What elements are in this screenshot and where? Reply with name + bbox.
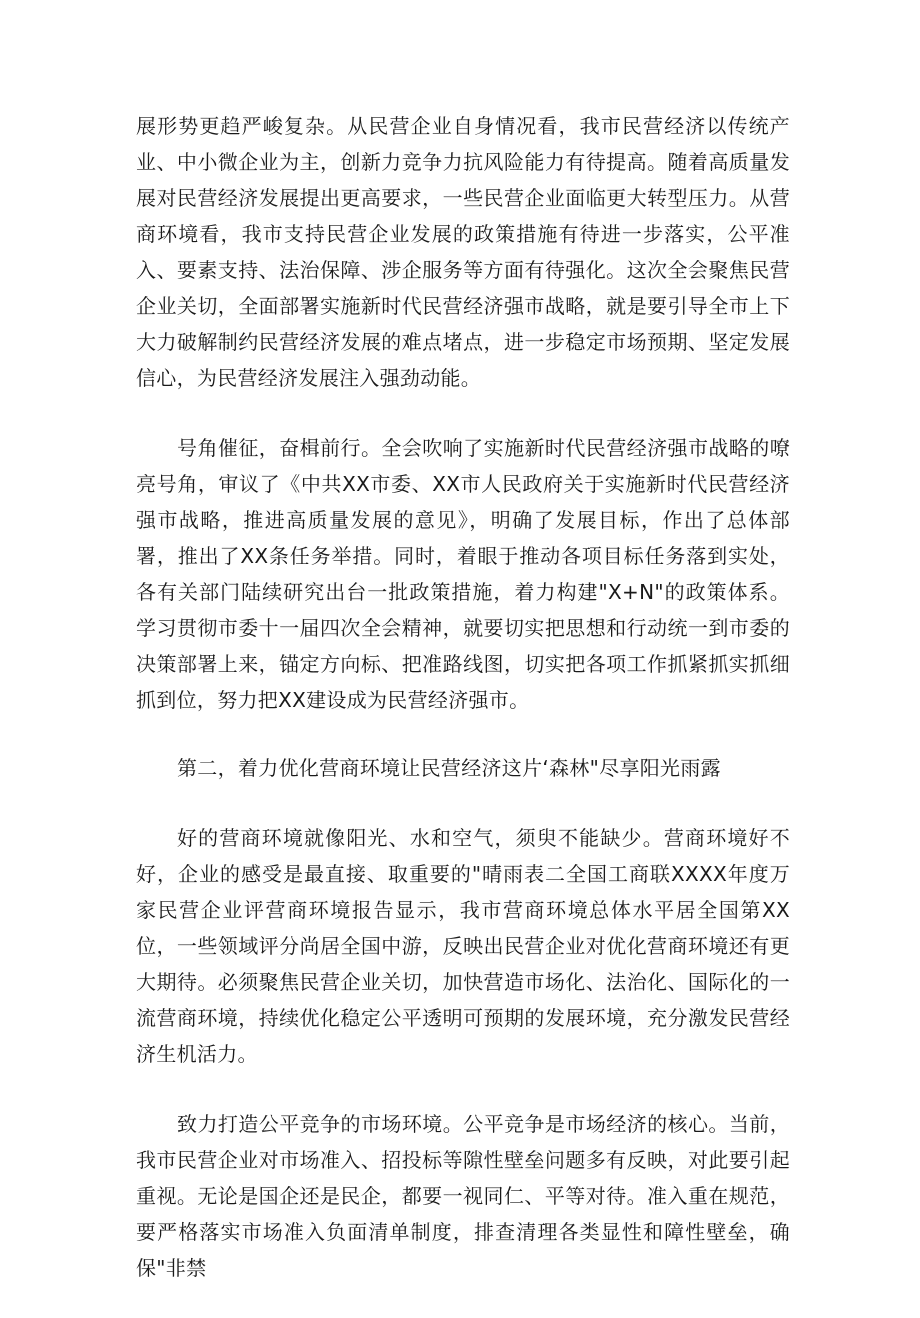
body-paragraph: 好的营商环境就像阳光、水和空气，须臾不能缺少。营商环境好不好，企业的感受是最直接、取重要的"晴雨表二全国工商联XXXX年度万家民营企业评营商环境报告显示，我市营商环境总体水平居全国第XX位，一些领域评分尚居全国中游，反映出民营企业对优化营商环境还有更大期待。必须聚焦民营企业关切，加快营造市场化、法治化、国际化的一流营商环境，持续优化稳定公平透明可预期的发展环境，充分激发民营经济生机活力。 bbox=[136, 826, 790, 1066]
body-paragraph: 号角催征，奋楫前行。全会吹响了实施新时代民营经济强市战略的嘹亮号角，审议了《中共XX市委、XX市人民政府关于实施新时代民营经济强市战略，推进高质量发展的意见》，明确了发展目标，作出了总体部署，推出了XX条任务举措。同时，着眼于推动各项目标任务落到实处，各有关部门陆续研究出台一批政策措施，着力构建"X+N"的政策体系。学习贯彻市委十一届四次全会精神，就要切实把思想和行动统一到市委的决策部署上来，锚定方向标、把准路线图，切实把各项工作抓紧抓实抓细抓到位，努力把XX建设成为民营经济强市。 bbox=[136, 436, 790, 712]
body-paragraph: 展形势更趋严峻复杂。从民营企业自身情况看，我市民营经济以传统产业、中小微企业为主，创新力竞争力抗风险能力有待提高。随着高质量发展对民营经济发展提出更高要求，一些民营企业面临更大转型压力。从营商环境看，我市支持民营企业发展的政策措施有待进一步落实，公平准入、要素支持、法治保障、涉企服务等方面有待强化。这次全会聚焦民营企业关切，全面部署实施新时代民营经济强市战略，就是要引导全市上下大力破解制约民营经济发展的难点堵点，进一步稳定市场预期、坚定发展信心，为民营经济发展注入强劲动能。 bbox=[136, 114, 790, 390]
section-heading: 第二，着力优化营商环境让民营经济这片‘森林"尽享阳光雨露 bbox=[177, 756, 721, 780]
body-paragraph: 致力打造公平竞争的市场环境。公平竞争是市场经济的核心。当前，我市民营企业对市场准入、招投标等隙性壁垒问题多有反映，对此要引起重视。无论是国企还是民企，都要一视同仁、平等对待。准入重在规范，要严格落实市场准入负面清单制度，排查清理各类显性和障性壁垒，确保"非禁 bbox=[136, 1112, 790, 1280]
document-body bbox=[136, 108, 790, 1318]
